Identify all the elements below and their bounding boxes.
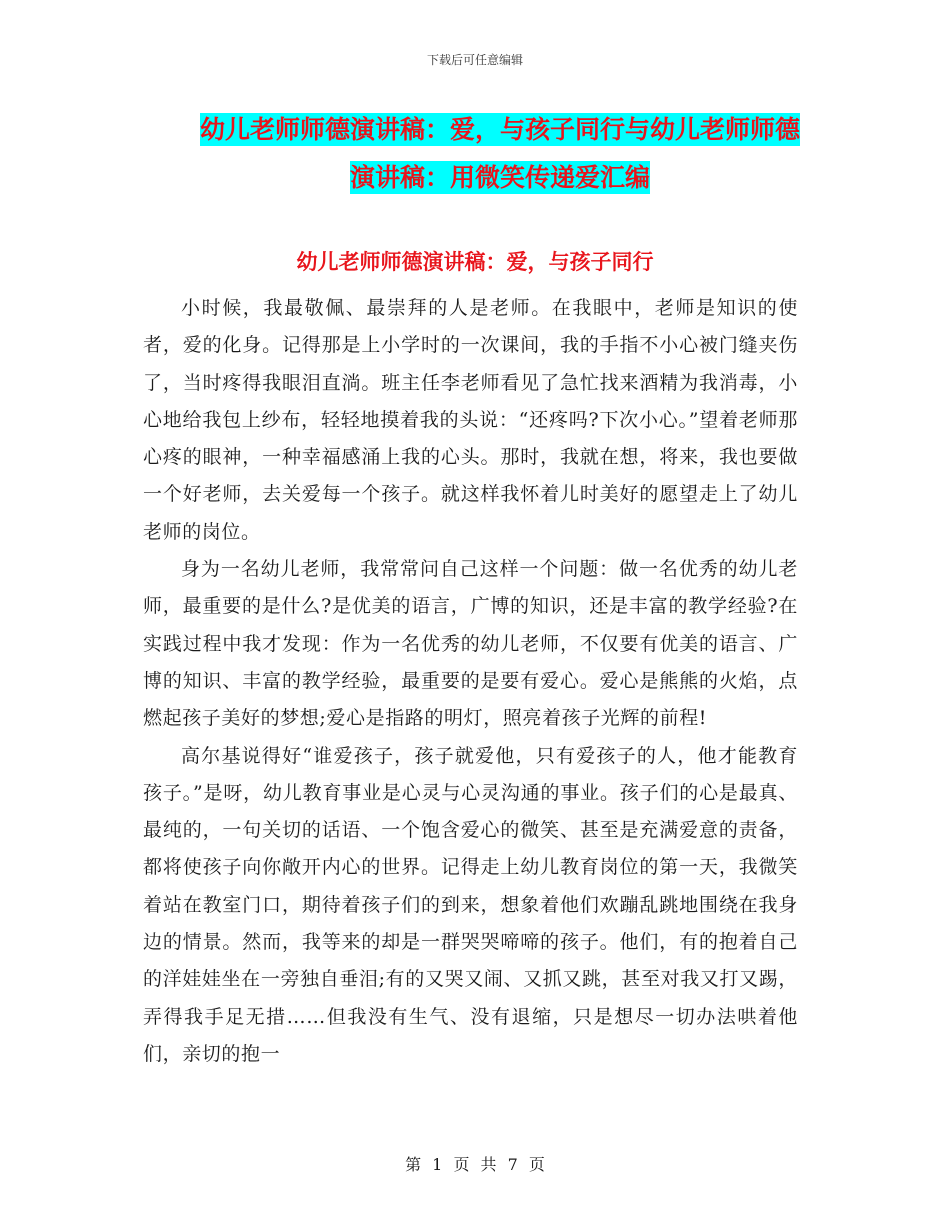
page-number-footer: 第 1 页 共 7 页 — [405, 1155, 545, 1174]
page-header-note: 下载后可任意编辑 — [426, 53, 523, 67]
paragraph-3: 高尔基说得好“谁爱孩子，孩子就爱他，只有爱孩子的人，他才能教育孩子。”是呀，幼儿教育事业是心灵与心灵沟通的事业。孩子们的心是最真、最纯的，一句关切的话语、一个饱含爱心的微笑、甚至是充满爱意的责备，都将使孩子向你敞开内心的世界。记得走上幼儿教育岗位的第一天，我微笑着站在教室门口，期待着孩子们的到来，想象着他们欢蹦乱跳地围绕在我身边的情景。然而，我等来的却是一群哭哭啼啼的孩子。他们，有的抱着自己的洋娃娃坐在一旁独自垂泪;有的又哭又闹、又抓又跳，甚至对我又打又踢，弄得我手足无措……但我没有生气、没有退缩，只是想尽一切办法哄着他们，亲切的抱一 — [143, 744, 798, 1065]
document-title-text: 幼儿老师师德演讲稿：爱，与孩子同行与幼儿老师师德演讲稿：用微笑传递爱汇编 — [199, 115, 800, 192]
paragraph-2: 身为一名幼儿老师，我常常问自己这样一个问题：做一名优秀的幼儿老师，最重要的是什么?是优美的语言，广博的知识，还是丰富的教学经验?在实践过程中我才发现：作为一名优秀的幼儿老师，不仅要有优美的语言、广博的知识、丰富的教学经验，最重要的是要有爱心。爱心是熊熊的火焰，点燃起孩子美好的梦想;爱心是指路的明灯，照亮着孩子光辉的前程! — [143, 558, 798, 730]
body-text — [143, 290, 798, 1073]
document-title — [190, 106, 810, 202]
paragraph-1: 小时候，我最敬佩、最崇拜的人是老师。在我眼中，老师是知识的使者，爱的化身。记得那是上小学时的一次课间，我的手指不小心被门缝夹伤了，当时疼得我眼泪直淌。班主任李老师看见了急忙找来酒精为我消毒，小心地给我包上纱布，轻轻地摸着我的头说：“还疼吗?下次小心。”望着老师那心疼的眼神，一种幸福感涌上我的心头。那时，我就在想，将来，我也要做一个好老师，去关爱每一个孩子。就这样我怀着儿时美好的愿望走上了幼儿老师的岗位。 — [143, 297, 798, 543]
section-title: 幼儿老师师德演讲稿：爱，与孩子同行 — [296, 250, 654, 274]
